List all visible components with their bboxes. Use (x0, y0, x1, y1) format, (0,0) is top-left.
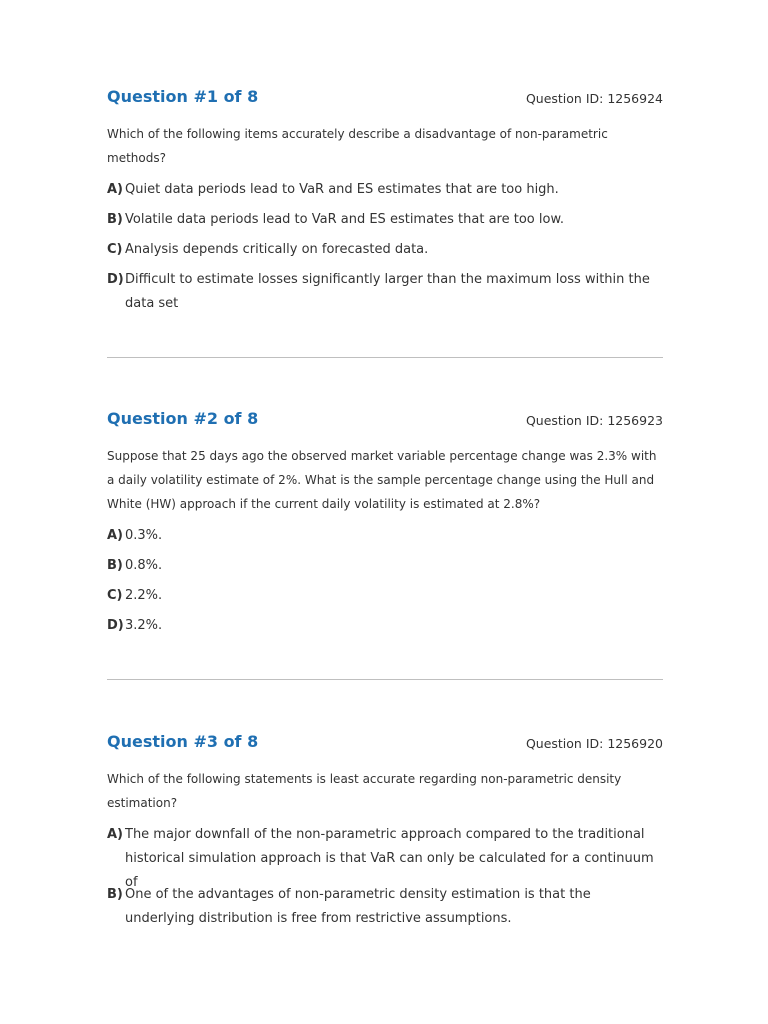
question-id: Question ID: 1256920 (525, 736, 663, 751)
question-title: Question #1 of 8 (107, 87, 259, 106)
answer-options (107, 524, 663, 638)
option-letter: B) (107, 212, 123, 227)
answer-option-c (107, 238, 663, 262)
question-header (107, 731, 663, 761)
question-title: Question #2 of 8 (107, 409, 259, 428)
option-letter: A) (107, 827, 124, 842)
option-letter: C) (107, 588, 123, 603)
option-letter: A) (107, 528, 124, 543)
question-stem: Which of the following items accurately describe a disadvantage of non-parametric methods? (107, 127, 608, 165)
option-text: 2.2%. (125, 588, 163, 603)
option-text: Quiet data periods lead to VaR and ES estimates that are too high. (125, 182, 559, 197)
section-divider (107, 679, 663, 680)
question-header (107, 86, 663, 116)
answer-option-a (107, 524, 663, 548)
option-text: 0.3%. (125, 528, 163, 543)
option-letter: D) (107, 618, 124, 633)
question-stem: Which of the following statements is least accurate regarding non-parametric density estimation? (107, 772, 622, 810)
option-letter: B) (107, 887, 123, 902)
question-header (107, 408, 663, 438)
question-block-1 (107, 86, 663, 322)
option-text: 3.2%. (125, 618, 163, 633)
question-id: Question ID: 1256923 (525, 413, 663, 428)
question-stem: Suppose that 25 days ago the observed market variable percentage change was 2.3% with a daily volatility estimate of 2%. What is the sample percentage change using the Hull and White (HW) approach if the current daily volatility is estimated at 2.8%? (107, 449, 657, 511)
answer-option-b (107, 883, 663, 931)
option-text: Volatile data periods lead to VaR and ES estimates that are too low. (125, 212, 565, 227)
answer-option-b (107, 208, 663, 232)
option-text: Difficult to estimate losses significantly larger than the maximum loss within the data set (125, 272, 650, 311)
option-text: 0.8%. (125, 558, 163, 573)
question-block-3 (107, 731, 663, 937)
option-text: Analysis depends critically on forecasted data. (125, 242, 429, 257)
answer-option-a (107, 823, 663, 890)
section-divider (107, 357, 663, 358)
answer-options (107, 823, 663, 931)
option-letter: C) (107, 242, 123, 257)
question-title: Question #3 of 8 (107, 732, 259, 751)
option-letter: D) (107, 272, 124, 287)
answer-options (107, 178, 663, 316)
question-block-2 (107, 408, 663, 644)
answer-option-d (107, 268, 663, 316)
option-text: One of the advantages of non-parametric density estimation is that the underlying distribution is free from restrictive assumptions. (125, 887, 591, 926)
question-id: Question ID: 1256924 (525, 91, 663, 106)
option-letter: B) (107, 558, 123, 573)
answer-option-d (107, 614, 663, 638)
answer-option-a (107, 178, 663, 202)
answer-option-b (107, 554, 663, 578)
option-letter: A) (107, 182, 124, 197)
answer-option-c (107, 584, 663, 608)
option-text: The major downfall of the non-parametric approach compared to the traditional historical simulation approach is that VaR can only be calculated for a continuum of (125, 827, 654, 890)
